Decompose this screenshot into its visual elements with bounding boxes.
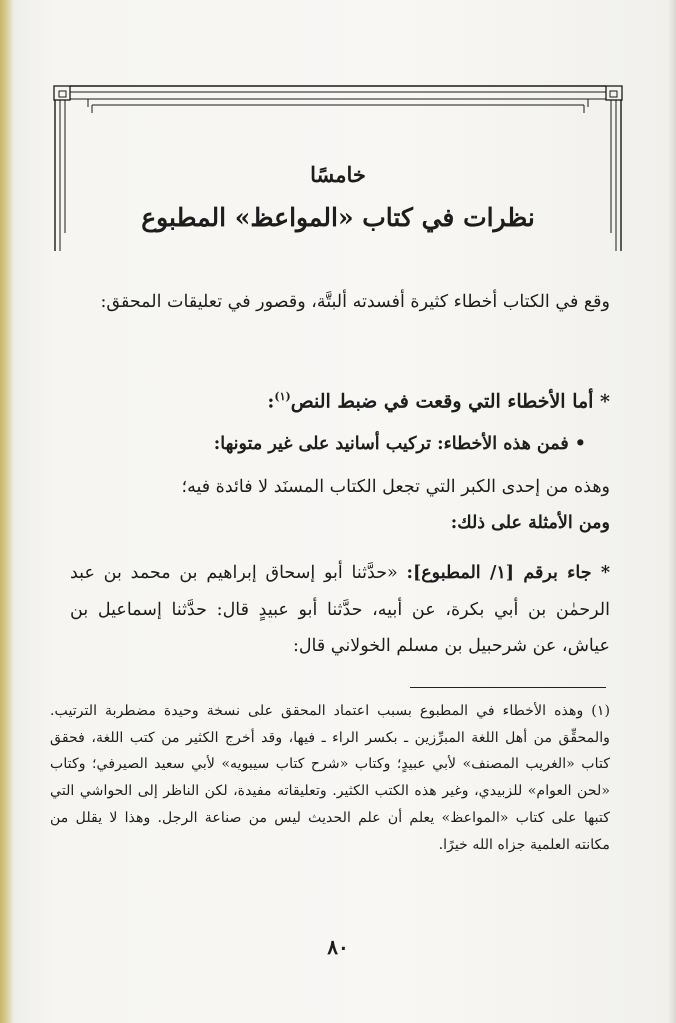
page-edge-shadow bbox=[668, 0, 676, 1023]
example-paragraph bbox=[70, 555, 610, 665]
errors-heading bbox=[70, 379, 610, 419]
paragraph-1: وهذه من إحدى الكبر التي تجعل الكتاب المسنَد لا فائدة فيه؛ bbox=[181, 477, 610, 497]
footnote-divider bbox=[410, 687, 606, 688]
errors-subheading: • فمن هذه الأخطاء: تركيب أسانيد على غير متونها: bbox=[213, 434, 586, 454]
errors-heading-colon: : bbox=[267, 390, 275, 413]
section-title: نظرات في كتاب «المواعظ» المطبوع bbox=[141, 203, 535, 232]
footnote: (١) وهذه الأخطاء في المطبوع بسبب اعتماد المحقق على نسخة وحيدة مضطربة الترتيب. والمحقِّق من أهل اللغة المبرِّزين ـ بكسر الراء ـ فيها، وقد أخرج الكثير من كتب اللغة، فحقق كتاب «الغريب المصنف» لأبي عبيدٍ؛ وكتاب «شرح كتاب سيبويه» لأبي سعيد الصيرفي؛ وكتاب «لحن العوام» للزبيدي، وغير هذه الكتب الكثير. وتعليقاته مفيدة، لكن الناظر إلى الحواشي التي كتبها على كتاب «المواعظ» يعلم أن علم الحديث ليس من صناعة الرجل. وهذا لا يقلل من مكانته العلمية جزاه الله خيرًا. bbox=[50, 703, 610, 853]
examples-label: ومن الأمثلة على ذلك: bbox=[450, 513, 610, 533]
page-gutter-shadow bbox=[0, 0, 14, 1023]
footnote-ref[interactable]: (١) bbox=[274, 390, 291, 403]
example-text: «حدَّثنا أبو إسحاق إبراهيم بن محمد بن عبد الرحمٰن بن أبي بكرة، عن أبيه، حدَّثنا أبو عبيدٍ قال: حدَّثنا إسماعيل بن عياش، عن شرحبيل بن مسلم الخولاني قال: bbox=[70, 563, 610, 656]
errors-heading-text: * أما الأخطاء التي وقعت في ضبط النص bbox=[290, 390, 610, 413]
page-number: ٨٠ bbox=[327, 935, 349, 959]
example-lead: * جاء برقم [١/ المطبوع]: bbox=[406, 563, 610, 583]
section-label: خامسًا bbox=[310, 162, 366, 187]
intro-paragraph: وقع في الكتاب أخطاء كثيرة أفسدته ألبتَّة، وقصور في تعليقات المحقق: bbox=[100, 292, 610, 312]
